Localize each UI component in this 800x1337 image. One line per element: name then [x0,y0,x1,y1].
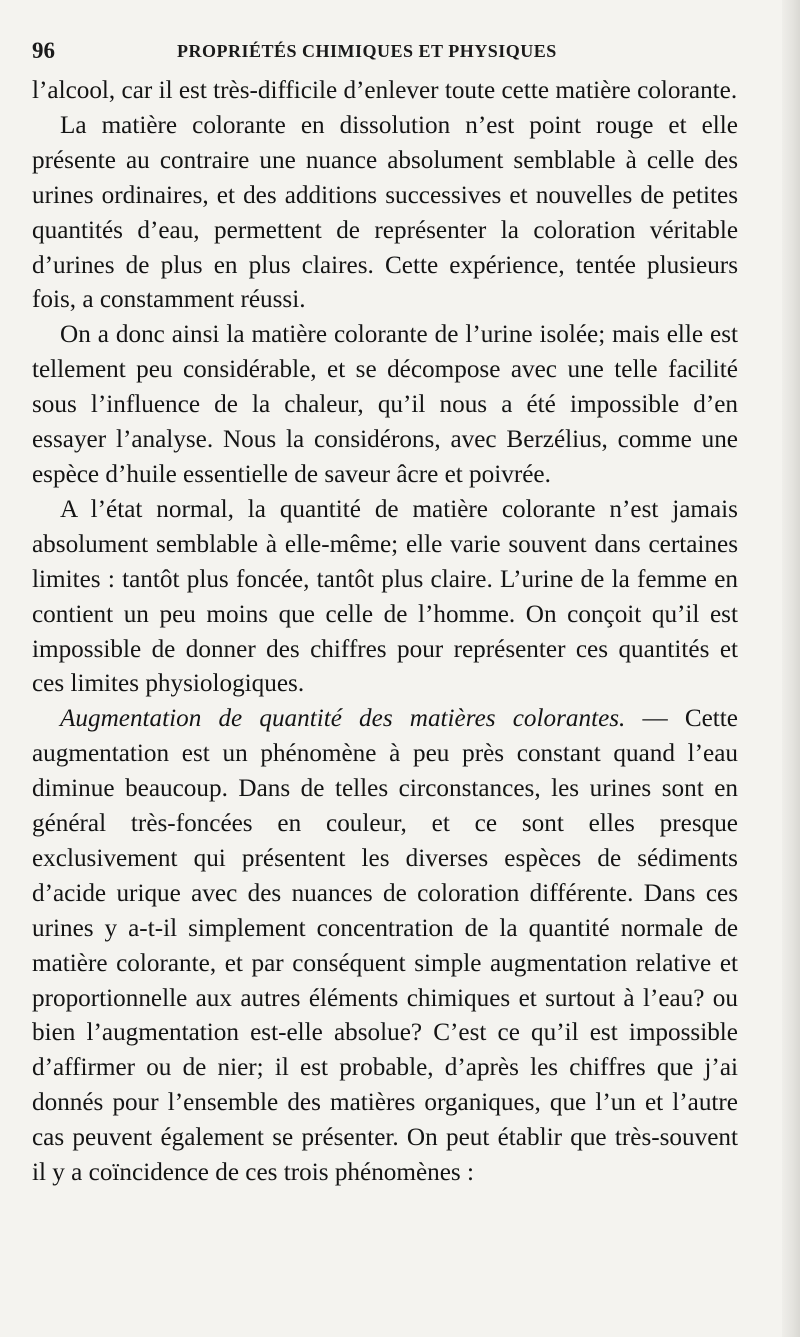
page-header [32,38,742,68]
paragraph-continued: l’alcool, car il est très-difficile d’enlever toute cette matière colorante. [32,77,738,104]
section-text: — Cette augmentation est un phénomène à peu près constant quand l’eau diminue beaucoup. Dans de telles circonstances, les urines sont en général très-foncées en couleur, et ce sont elles presque exclusivement qui présentent les diverses espèces de sédiments d’acide urique avec des nuances de coloration différente. Dans ces urines y a-t-il simplement concentration de la quantité normale de matière colorante, et par conséquent simple augmentation relative et proportionnelle aux autres éléments chimiques et surtout à l’eau? ou bien l’augmentation est-elle absolue? C’est ce qu’il est impossible d’affirmer ou de nier; il est probable, d’après les chiffres que j’ai donnés pour l’ensemble des matières organiques, que l’un et l’autre cas peuvent également se présenter. On peut établir que très-souvent il y a coïncidence de ces trois phénomènes : [32,705,738,1187]
paragraph: La matière colorante en dissolution n’est point rouge et elle présente au contraire une nuance absolument semblable à celle des urines ordinaires, et des additions successives et nouvelles de petites quantités d’eau, permettent de représenter la coloration véritable d’urines de plus en plus claires. Cette expérience, tentée plusieurs fois, a constamment réussi. [32,111,738,314]
page-number: 96 [32,38,55,63]
paragraph: On a donc ainsi la matière colorante de l’urine isolée; mais elle est tellement peu considérable, et se décompose avec une telle facilité sous l’influence de la chaleur, qu’il nous a été impossible d’en essayer l’analyse. Nous la considérons, avec Berzélius, comme une espèce d’huile essentielle de saveur âcre et poivrée. [32,321,738,488]
section-paragraph [32,702,738,1191]
page-edge-shadow [782,0,800,1337]
running-head: PROPRIÉTÉS CHIMIQUES ET PHYSIQUES [177,41,557,61]
paragraph: A l’état normal, la quantité de matière colorante n’est jamais absolument semblable à elle-même; elle varie souvent dans certaines limites : tantôt plus foncée, tantôt plus claire. L’urine de la femme en contient un peu moins que celle de l’homme. On conçoit qu’il est impossible de donner des chiffres pour représenter ces quantités et ces limites physiologiques. [32,495,738,698]
section-title: Augmentation de quantité des matières colorantes. [60,705,626,733]
body-text [32,74,738,1191]
